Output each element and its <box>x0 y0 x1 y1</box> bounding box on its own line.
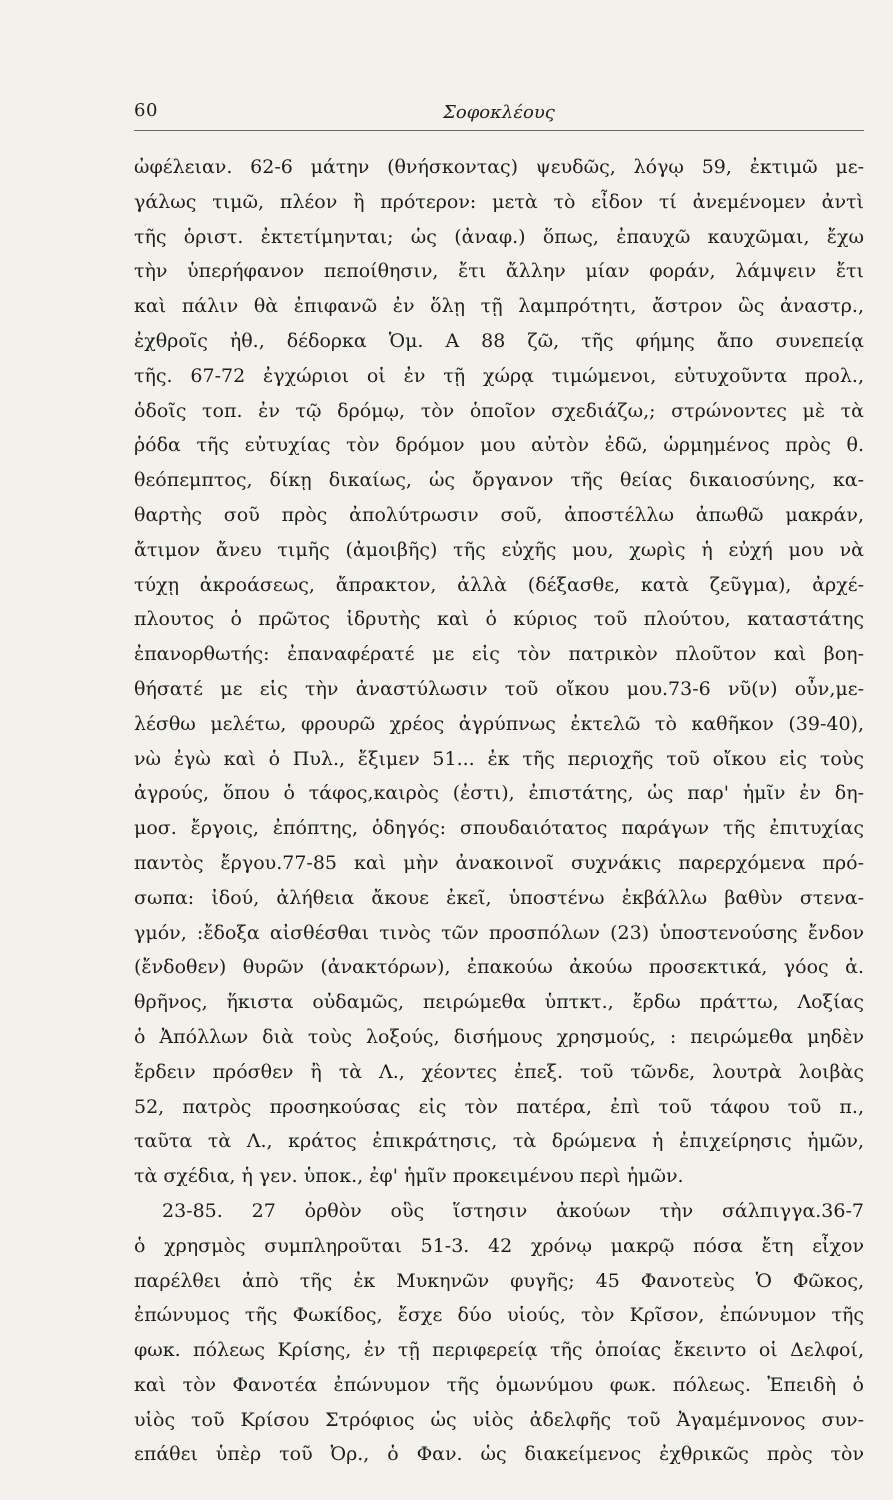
text-line: νὼ ἐγὼ καὶ ὁ Πυλ., ἔξιμεν 51... ἐκ τῆς περιοχῆς τοῦ οἴκου εἰς τοὺς <box>134 747 864 770</box>
text-line: λέσθω μελέτω, φρουρῶ χρέος ἀγρύπνως ἐκτελῶ τὸ καθῆκον (39-40), <box>134 712 864 735</box>
text-line: μοσ. ἔργοις, ἐπόπτης, ὁδηγός: σπουδαιότατος παράγων τῆς ἐπιτυχίας <box>134 817 864 840</box>
text-line: ὠφέλειαν. 62-6 μάτην (θνήσκοντας) ψευδῶς, λόγῳ 59, ἐκτιμῶ με- <box>134 156 864 178</box>
text-line: γμόν, :ἔδοξα αἰσθέσθαι τινὸς τῶν προσπόλων (23) ὑποστενούσης ἔνδον <box>134 921 864 944</box>
text-line: τύχῃ ἀκροάσεως, ἄπρακτον, ἀλλὰ (δέξασθε, κατὰ ζεῦγμα), ἀρχέ- <box>134 573 864 596</box>
text-line: τὰ σχέδια, ἡ γεν. ὑποκ., ἐφ' ἡμῖν προκειμένου περὶ ἡμῶν. <box>134 1165 684 1188</box>
text-line: ἔρδειν πρόσθεν ἢ τὰ Λ., χέοντες ἐπεξ. τοῦ τῶνδε, λουτρὰ λοιβὰς <box>134 1060 864 1083</box>
text-line: καὶ πάλιν θὰ ἐπιφανῶ ἐν ὅλῃ τῇ λαμπρότητι, ἄστρον ὣς ἀναστρ., <box>134 295 864 318</box>
page-header <box>134 100 864 132</box>
text-line: ὁ χρησμὸς συμπληροῦται 51-3. 42 χρόνῳ μακρῷ πόσα ἔτη εἶχον <box>134 1234 864 1257</box>
section-heading-line: 23-85. 27 ὀρθὸν οὓς ἵστησιν ἀκούων τὴν σάλπιγγα.36-7 <box>162 1199 864 1222</box>
text-line: 52, πατρὸς προσηκούσας εἰς τὸν πατέρα, ἐπὶ τοῦ τάφου τοῦ π., <box>134 1095 864 1118</box>
text-line: ἐχθροῖς ἠθ., δέδορκα Ὁμ. Α 88 ζῶ, τῆς φήμης ἄπο συνεπείᾳ <box>134 329 864 352</box>
text-line: θρῆνος, ἥκιστα οὐδαμῶς, πειρώμεθα ὑπτκτ., ἔρδω πράττω, Λοξίας <box>134 991 864 1014</box>
text-line: παρέλθει ἀπὸ τῆς ἐκ Μυκηνῶν φυγῆς; 45 Φανοτεὺς Ὁ Φῶκος, <box>134 1269 864 1292</box>
page-number: 60 <box>134 100 158 121</box>
text-line: θαρτὴς σοῦ πρὸς ἀπολύτρωσιν σοῦ, ἀποστέλλω ἀπωθῶ μακράν, <box>134 503 864 526</box>
text-line: σωπα: ἰδού, ἀλήθεια ἄκουε ἐκεῖ, ὑποστένω ἐκβάλλω βαθὺν στενα- <box>134 886 864 909</box>
text-line: ἀγρούς, ὅπου ὁ τάφος,καιρὸς (ἐστι), ἐπιστάτης, ὡς παρ' ἡμῖν ἐν δη- <box>134 782 864 805</box>
text-line: φωκ. πόλεως Κρίσης, ἐν τῇ περιφερείᾳ τῆς ὁποίας ἔκειντο οἱ Δελφοί, <box>134 1339 864 1362</box>
text-line: ὁδοῖς τοπ. ἐν τῷ δρόμῳ, τὸν ὁποῖον σχεδιάζω,; στρώνοντες μὲ τὰ <box>134 399 864 422</box>
commentary-text <box>134 150 864 1472</box>
text-line: παντὸς ἔργου.77-85 καὶ μὴν ἀνακοινοῖ συχνάκις παρερχόμενα πρό- <box>134 851 864 874</box>
text-line: (ἔνδοθεν) θυρῶν (ἀνακτόρων), ἐπακούω ἀκούω προσεκτικά, γόος ἀ. <box>134 956 864 979</box>
running-head: Σοφοκλέους <box>443 102 555 123</box>
header-rule <box>134 130 864 131</box>
text-line: καὶ τὸν Φανοτέα ἐπώνυμον τῆς ὁμωνύμου φωκ. πόλεως. Ἐπειδὴ ὁ <box>134 1373 864 1396</box>
text-line: τῆς. 67-72 ἐγχώριοι οἱ ἐν τῇ χώρᾳ τιμώμενοι, εὐτυχοῦντα προλ., <box>134 364 864 387</box>
text-line: ἐπανορθωτής: ἐπαναφέρατέ με εἰς τὸν πατρικὸν πλοῦτον καὶ βοη- <box>134 643 864 666</box>
text-line: ὁ Ἀπόλλων διὰ τοὺς λοξούς, δισήμους χρησμούς, : πειρώμεθα μηδὲν <box>134 1025 864 1048</box>
text-line: πλουτος ὁ πρῶτος ἱδρυτὴς καὶ ὁ κύριος τοῦ πλούτου, καταστάτης <box>134 608 864 631</box>
text-line: ἐπώνυμος τῆς Φωκίδος, ἔσχε δύο υἱούς, τὸν Κρῖσον, ἐπώνυμον τῆς <box>134 1304 864 1327</box>
text-line: υἱὸς τοῦ Κρίσου Στρόφιος ὡς υἱὸς ἀδελφῆς τοῦ Ἀγαμέμνονος συν- <box>134 1408 864 1431</box>
text-line: θήσατέ με εἰς τὴν ἀναστύλωσιν τοῦ οἴκου μου.73-6 νῦ(ν) οὖν,με- <box>134 677 864 700</box>
text-line: επάθει ὑπὲρ τοῦ Ὀρ., ὁ Φαν. ὡς διακείμενος ἐχθρικῶς πρὸς τὸν <box>134 1443 864 1466</box>
text-line: ῥόδα τῆς εὐτυχίας τὸν δρόμον μου αὐτὸν ἐδῶ, ὡρμημένος πρὸς θ. <box>134 434 864 457</box>
text-line: ἄτιμον ἄνευ τιμῆς (ἀμοιβῆς) τῆς εὐχῆς μου, χωρὶς ἡ εὐχή μου νὰ <box>134 538 864 561</box>
text-line: γάλως τιμῶ, πλέον ἢ πρότερον: μετὰ τὸ εἶδον τί ἀνεμένομεν ἀντὶ <box>134 190 864 213</box>
text-line: τῆς ὁριστ. ἐκτετίμηνται; ὡς (ἀναφ.) ὅπως, ἐπαυχῶ καυχῶμαι, ἔχω <box>134 225 864 248</box>
text-line: θεόπεμπτος, δίκῃ δικαίως, ὡς ὄργανον τῆς θείας δικαιοσύνης, κα- <box>134 469 864 492</box>
text-line: τὴν ὑπερήφανον πεποίθησιν, ἔτι ἄλλην μίαν φοράν, λάμψειν ἔτι <box>134 260 864 283</box>
text-line: ταῦτα τὰ Λ., κράτος ἐπικράτησις, τὰ δρώμενα ἡ ἐπιχείρησις ἡμῶν, <box>134 1130 864 1153</box>
